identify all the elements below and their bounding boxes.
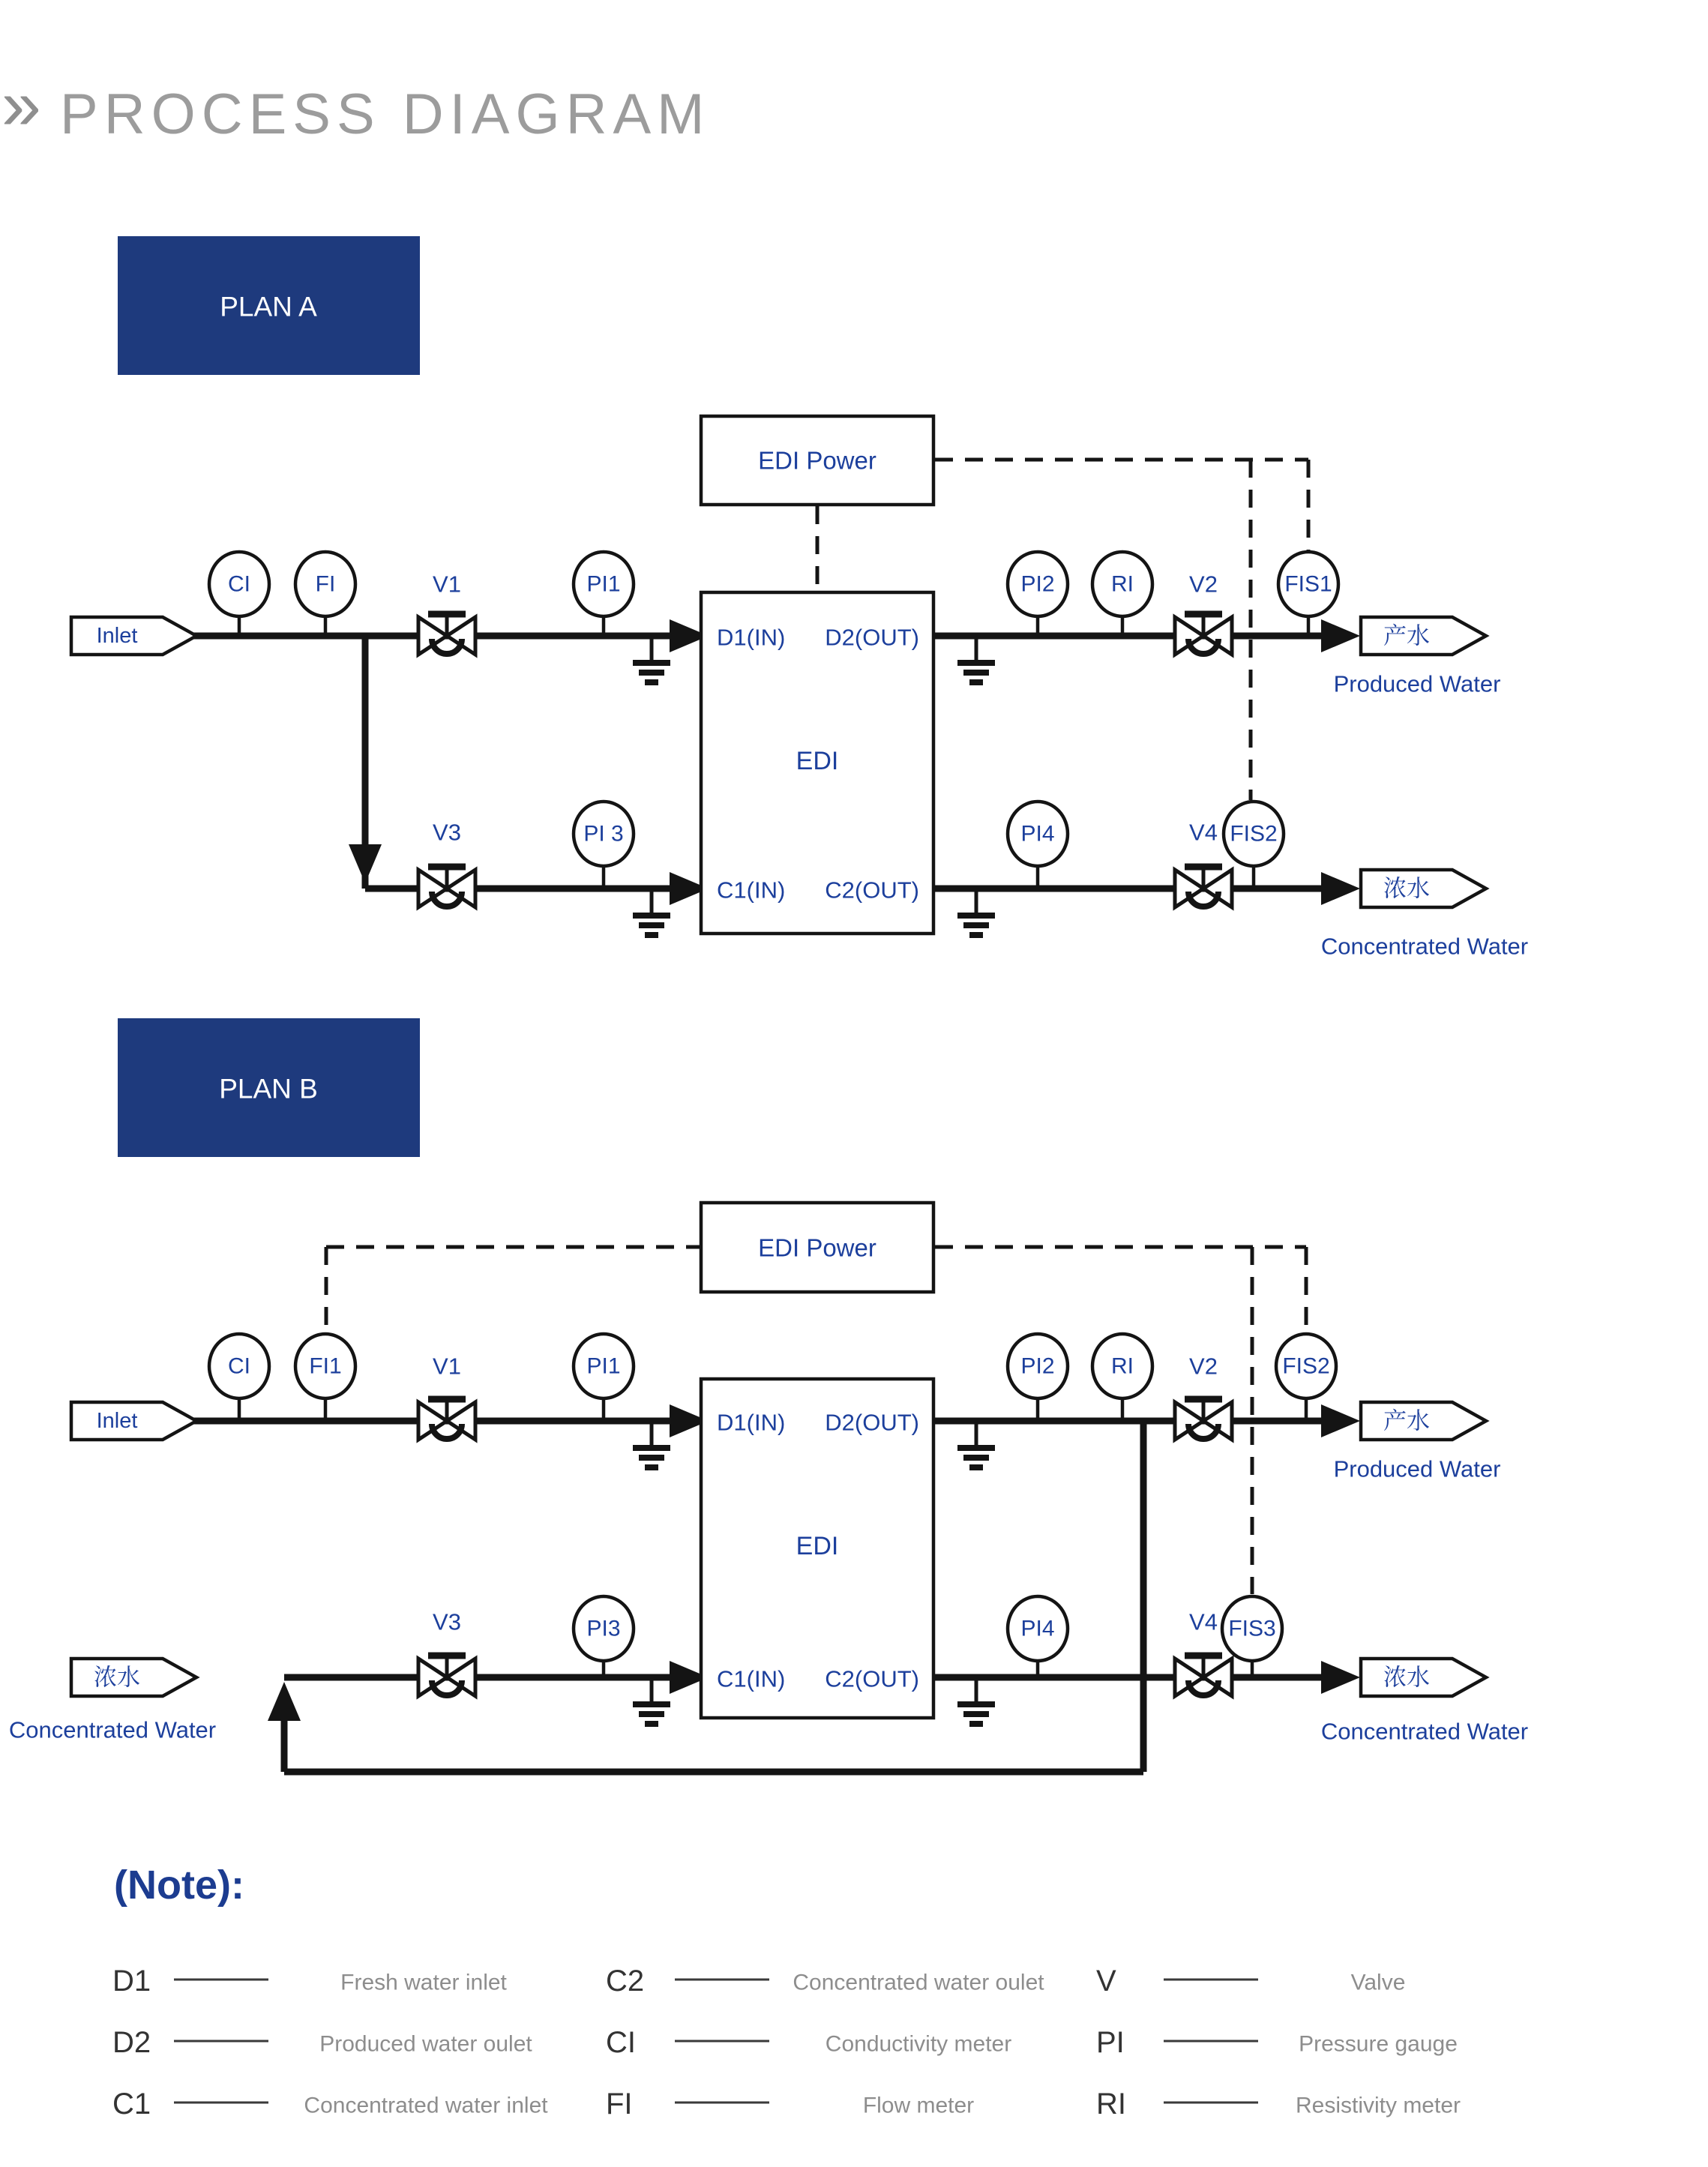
note-section: [112, 1863, 1461, 2121]
plan-b-section: [9, 1018, 1528, 1772]
ground-icon: [633, 1421, 670, 1467]
instrument-label: PI4: [1020, 821, 1055, 847]
instrument-pi3: [574, 802, 634, 866]
legend-key: CI: [606, 2026, 636, 2059]
edi-power-label: EDI Power: [758, 446, 876, 475]
produced-water-tag: [1334, 1402, 1501, 1482]
legend-row-d2: [112, 2026, 532, 2059]
ground-icon: [957, 1421, 995, 1467]
legend-desc: Flow meter: [862, 2093, 975, 2118]
instrument-fi1: [295, 1334, 355, 1398]
instrument-pi1: [574, 552, 634, 616]
valve-v1-label: V1: [433, 571, 461, 598]
legend-row-fi: [606, 2088, 974, 2121]
legend-desc: Pressure gauge: [1299, 2031, 1458, 2057]
plan-a-badge-label: PLAN A: [220, 291, 317, 322]
instrument-label: CI: [228, 571, 250, 597]
produced-water-tag: [1334, 617, 1501, 697]
ground-icon: [633, 636, 670, 682]
legend-key: D1: [112, 1965, 151, 1998]
valve-v4-label: V4: [1189, 819, 1218, 846]
page-title: PROCESS DIAGRAM: [60, 82, 711, 146]
inlet-tag: [71, 617, 196, 655]
legend-key: C2: [606, 1965, 645, 1998]
instrument-label: FIS1: [1284, 571, 1332, 597]
legend-row-d1: [112, 1965, 508, 1998]
instrument-label: FI1: [309, 1353, 342, 1379]
valve-v1-label: V1: [433, 1353, 461, 1380]
legend-row-ri: [1096, 2088, 1461, 2121]
tag-label: 浓水: [94, 1664, 140, 1691]
legend-key: RI: [1096, 2088, 1126, 2121]
valve-v2-label: V2: [1189, 571, 1218, 598]
port-c2: C2(OUT): [825, 877, 919, 904]
valve-v3-icon: [418, 1656, 475, 1696]
legend-desc: Conductivity meter: [825, 2031, 1012, 2057]
instrument-pi3: [574, 1596, 634, 1661]
ground-icon: [957, 1677, 995, 1724]
instrument-label: PI4: [1020, 1616, 1055, 1641]
instrument-label: FIS2: [1282, 1353, 1330, 1379]
ground-icon: [633, 889, 670, 935]
valve-v3-label: V3: [433, 819, 461, 846]
legend-key: D2: [112, 2026, 151, 2059]
produced-water-label: Produced Water: [1333, 1455, 1501, 1482]
port-c1: C1(IN): [717, 877, 786, 904]
plan-b-badge-label: PLAN B: [219, 1073, 318, 1104]
valve-v4-icon: [1175, 1656, 1232, 1696]
concentrated-water-label: Concentrated Water: [1320, 933, 1529, 960]
header: [1, 65, 710, 146]
note-heading: (Note):: [114, 1863, 244, 1908]
valve-v2-icon: [1175, 614, 1232, 655]
chevron-icon: »: [1, 65, 41, 145]
instrument-pi1: [574, 1334, 634, 1398]
tag-label: 产水: [1383, 1407, 1430, 1434]
edi-label: EDI: [796, 1532, 839, 1560]
legend-key: FI: [606, 2088, 633, 2121]
port-d2: D2(OUT): [825, 624, 919, 651]
port-d1: D1(IN): [717, 1409, 786, 1436]
ground-icon: [957, 636, 995, 682]
instrument-fis3: [1222, 1596, 1282, 1661]
instrument-label: PI2: [1020, 571, 1055, 597]
flow-arrow: [1321, 872, 1360, 905]
legend-row-ci: [606, 2026, 1011, 2059]
concentrated-water-tag: [1321, 870, 1528, 960]
instrument-label: PI 3: [583, 821, 624, 847]
valve-v2-icon: [1175, 1399, 1232, 1440]
instrument-label: PI2: [1020, 1353, 1055, 1379]
legend-row-v: [1096, 1965, 1405, 1998]
legend-key: PI: [1096, 2026, 1125, 2059]
valve-v1-icon: [418, 614, 475, 655]
concentrated-inlet-tag: [9, 1659, 216, 1743]
flow-arrow: [1321, 619, 1360, 652]
instrument-fis2: [1224, 802, 1284, 866]
legend-desc: Concentrated water inlet: [304, 2093, 548, 2118]
tag-label: 浓水: [1383, 875, 1430, 902]
concentrated-water-tag: [1321, 1659, 1528, 1745]
instrument-ci: [209, 1334, 269, 1398]
instrument-label: FIS3: [1228, 1616, 1276, 1641]
instrument-ri: [1092, 1334, 1152, 1398]
concentrated-water-label: Concentrated Water: [8, 1716, 217, 1743]
legend-row-pi: [1096, 2026, 1458, 2059]
instrument-label: PI1: [586, 571, 621, 597]
port-d2: D2(OUT): [825, 1409, 919, 1436]
legend-key: C1: [112, 2088, 151, 2121]
flow-arrow-up: [268, 1682, 301, 1721]
instrument-pi2: [1008, 1334, 1068, 1398]
plan-a-section: [71, 236, 1528, 960]
port-c1: C1(IN): [717, 1665, 786, 1692]
legend-row-c2: [606, 1965, 1044, 1998]
flow-arrow-down: [349, 844, 382, 883]
instrument-fis1: [1278, 552, 1338, 616]
valve-v1-icon: [418, 1399, 475, 1440]
instrument-pi4: [1008, 1596, 1068, 1661]
legend-row-c1: [112, 2088, 548, 2121]
flow-arrow: [1321, 1661, 1360, 1694]
instrument-label: RI: [1111, 1353, 1134, 1379]
legend-key: V: [1096, 1965, 1116, 1998]
legend-desc: Resistivity meter: [1295, 2093, 1461, 2118]
tag-label: Inlet: [96, 624, 138, 648]
legend-desc: Produced water oulet: [319, 2031, 532, 2057]
valve-v3-icon: [418, 867, 475, 907]
instrument-label: PI3: [586, 1616, 621, 1641]
instrument-fi: [295, 552, 355, 616]
ground-icon: [957, 889, 995, 935]
legend-desc: Fresh water inlet: [340, 1970, 507, 1995]
port-c2: C2(OUT): [825, 1665, 919, 1692]
concentrated-water-label: Concentrated Water: [1320, 1718, 1529, 1745]
legend-desc: Valve: [1350, 1970, 1406, 1995]
instrument-label: PI1: [586, 1353, 621, 1379]
produced-water-label: Produced Water: [1333, 670, 1501, 697]
instrument-pi4: [1008, 802, 1068, 866]
valve-v2-label: V2: [1189, 1353, 1218, 1380]
edi-power-label: EDI Power: [758, 1233, 876, 1262]
instrument-fis2: [1276, 1334, 1336, 1398]
valve-v4-label: V4: [1189, 1608, 1218, 1635]
flow-arrow: [1321, 1404, 1360, 1437]
instrument-label: CI: [228, 1353, 250, 1379]
tag-label: Inlet: [96, 1409, 138, 1433]
instrument-label: FI: [315, 571, 336, 597]
instrument-label: FIS2: [1230, 821, 1278, 847]
port-d1: D1(IN): [717, 624, 786, 651]
inlet-tag: [71, 1402, 196, 1440]
instrument-ci: [209, 552, 269, 616]
instrument-ri: [1092, 552, 1152, 616]
ground-icon: [633, 1677, 670, 1724]
tag-label: 浓水: [1383, 1664, 1430, 1691]
edi-label: EDI: [796, 747, 839, 775]
legend-desc: Concentrated water oulet: [793, 1970, 1044, 1995]
tag-label: 产水: [1383, 622, 1430, 649]
valve-v3-label: V3: [433, 1608, 461, 1635]
valve-v4-icon: [1175, 867, 1232, 907]
instrument-pi2: [1008, 552, 1068, 616]
instrument-label: RI: [1111, 571, 1134, 597]
